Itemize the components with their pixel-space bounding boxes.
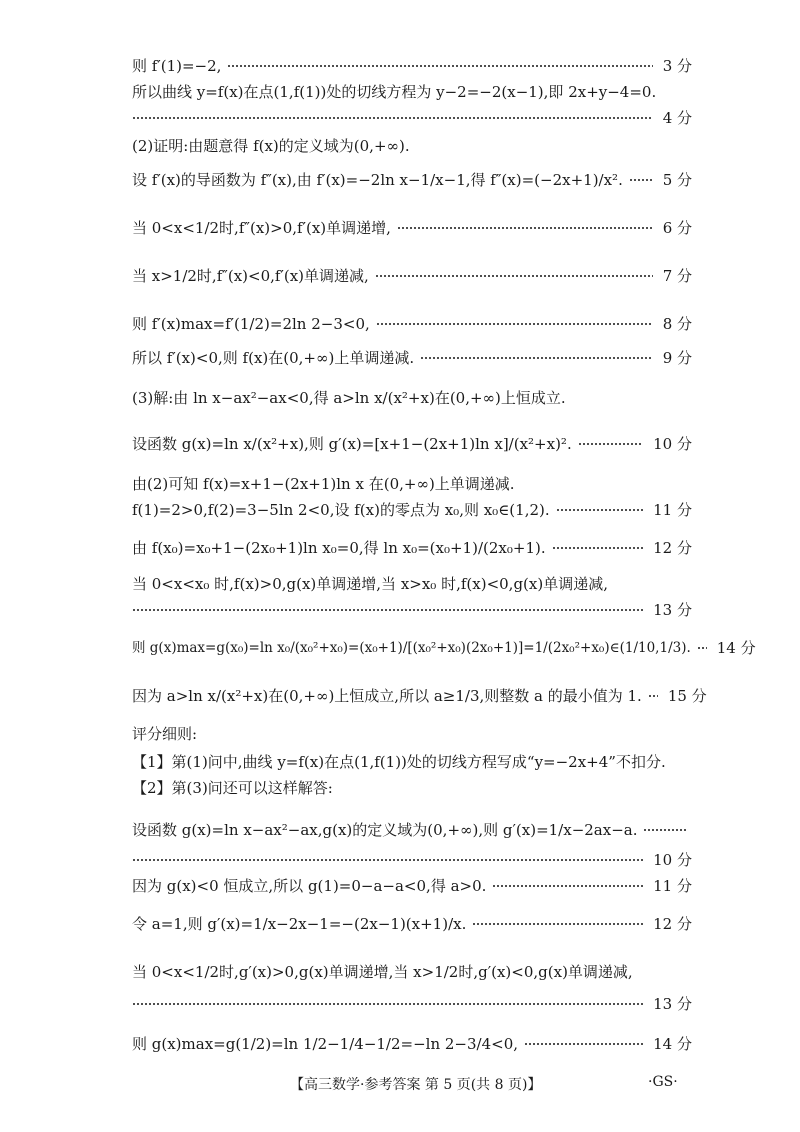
dot-leader [697,647,707,649]
solution-line [132,638,756,658]
solution-line [132,994,692,1014]
dot-leader [132,609,643,611]
solution-line [132,538,692,558]
score-label: 5 分 [662,171,692,189]
solution-line [132,474,692,494]
solution-line [132,348,692,368]
line-text: 当 x>1/2时,f″(x)<0,f′(x)单调递减, [132,267,369,285]
score-label: 15 分 [667,687,707,705]
score-label: 10 分 [653,851,692,869]
solution-line [132,266,692,286]
dot-leader [629,179,653,181]
line-text: 则 f′(x)max=f′(1/2)=2ln 2−3<0, [132,315,370,333]
solution-line [132,82,692,102]
score-label: 8 分 [662,315,692,333]
footer-page-info: 【高三数学·参考答案 第 5 页(共 8 页)】 [290,1077,542,1093]
solution-line [132,434,692,454]
score-label: 11 分 [653,501,692,519]
dot-leader [397,227,653,229]
line-text: 由(2)可知 f(x)=x+1−(2x+1)ln x 在(0,+∞)上单调递减. [132,475,515,493]
score-label: 3 分 [662,57,692,75]
line-text: f(1)=2>0,f(2)=3−5ln 2<0,设 f(x)的零点为 x₀,则 x₀∈(1,2). [132,501,550,519]
scoring-note [132,752,692,772]
score-label: 10 分 [653,435,692,453]
line-text: 所以曲线 y=f(x)在点(1,f(1))处的切线方程为 y−2=−2(x−1),即 2x+y−4=0. [132,83,657,101]
line-text: 所以 f′(x)<0,则 f(x)在(0,+∞)上单调递减. [132,349,415,367]
line-text: (2)证明:由题意得 f(x)的定义域为(0,+∞). [132,137,410,155]
score-label: 12 分 [653,539,692,557]
score-label: 13 分 [653,995,692,1013]
line-text: 当 0<x<x₀ 时,f(x)>0,g(x)单调递增,当 x>x₀ 时,f(x)<0,g(x)单调递减, [132,575,608,593]
dot-leader [376,323,653,325]
scoring-notes-heading [132,724,692,744]
solution-line [132,108,692,128]
dot-leader [492,885,643,887]
section-heading [132,388,692,408]
dot-leader [578,443,643,445]
dot-leader [643,829,686,831]
line-text: 则 g(x)max=g(1/2)=ln 1/2−1/4−1/2=−ln 2−3/4<0, [132,1035,519,1053]
dot-leader [375,275,653,277]
line-text: 因为 g(x)<0 恒成立,所以 g(1)=0−a−a<0,得 a>0. [132,877,487,895]
line-text: 【2】第(3)问还可以这样解答: [132,779,333,797]
dot-leader [648,695,658,697]
dot-leader [132,859,643,861]
solution-line [132,914,692,934]
score-label: 13 分 [653,601,692,619]
solution-line [132,170,692,190]
line-text: 评分细则: [132,725,198,743]
line-text: 设 f′(x)的导函数为 f″(x),由 f′(x)=−2ln x−1/x−1,得 f″(x)=(−2x+1)/x². [132,171,623,189]
solution-line [132,850,692,870]
section-heading [132,136,692,156]
solution-line [132,686,707,706]
line-text: 因为 a>ln x/(x²+x)在(0,+∞)上恒成立,所以 a≥1/3,则整数 a 的最小值为 1. [132,687,642,705]
line-text: 【1】第(1)问中,曲线 y=f(x)在点(1,f(1))处的切线方程写成“y=−2x+4”不扣分. [132,753,666,771]
solution-line [132,962,692,982]
page-footer [0,1072,800,1096]
line-text: 令 a=1,则 g′(x)=1/x−2x−1=−(2x−1)(x+1)/x. [132,915,467,933]
dot-leader [132,117,653,119]
scoring-note [132,778,692,798]
dot-leader [420,357,653,359]
score-label: 9 分 [662,349,692,367]
line-text: (3)解:由 ln x−ax²−ax<0,得 a>ln x/(x²+x)在(0,+∞)上恒成立. [132,389,566,407]
score-label: 6 分 [662,219,692,237]
footer-tag: ·GS· [648,1074,678,1090]
score-label: 4 分 [662,109,692,127]
score-label: 14 分 [653,1035,692,1053]
dot-leader [556,509,644,511]
score-label: 11 分 [653,877,692,895]
score-label: 14 分 [716,639,756,657]
score-label: 7 分 [662,267,692,285]
dot-leader [472,923,643,925]
dot-leader [227,65,652,67]
line-text: 当 0<x<1/2时,f″(x)>0,f′(x)单调递增, [132,219,391,237]
solution-line [132,574,692,594]
solution-line [132,314,692,334]
solution-line [132,56,692,76]
line-text: 由 f(x₀)=x₀+1−(2x₀+1)ln x₀=0,得 ln x₀=(x₀+1)/(2x₀+1). [132,539,546,557]
line-text: 设函数 g(x)=ln x−ax²−ax,g(x)的定义域为(0,+∞),则 g′(x)=1/x−2ax−a. [132,821,638,839]
dot-leader [552,547,644,549]
solution-line [132,876,692,896]
dot-leader [524,1043,643,1045]
line-text: 当 0<x<1/2时,g′(x)>0,g(x)单调递增,当 x>1/2时,g′(x)<0,g(x)单调递减, [132,963,633,981]
score-label: 12 分 [653,915,692,933]
line-text: 则 f′(1)=−2, [132,57,222,75]
solution-line [132,600,692,620]
solution-line [132,820,692,840]
solution-line [132,500,692,520]
solution-line [132,218,692,238]
solution-line [132,1034,692,1054]
line-text: 则 g(x)max=g(x₀)=ln x₀/(x₀²+x₀)=(x₀+1)/[(x₀²+x₀)(2x₀+1)]=1/(2x₀²+x₀)∈(1/10,1/3). [132,640,691,656]
dot-leader [132,1003,643,1005]
line-text: 设函数 g(x)=ln x/(x²+x),则 g′(x)=[x+1−(2x+1)ln x]/(x²+x)². [132,435,572,453]
